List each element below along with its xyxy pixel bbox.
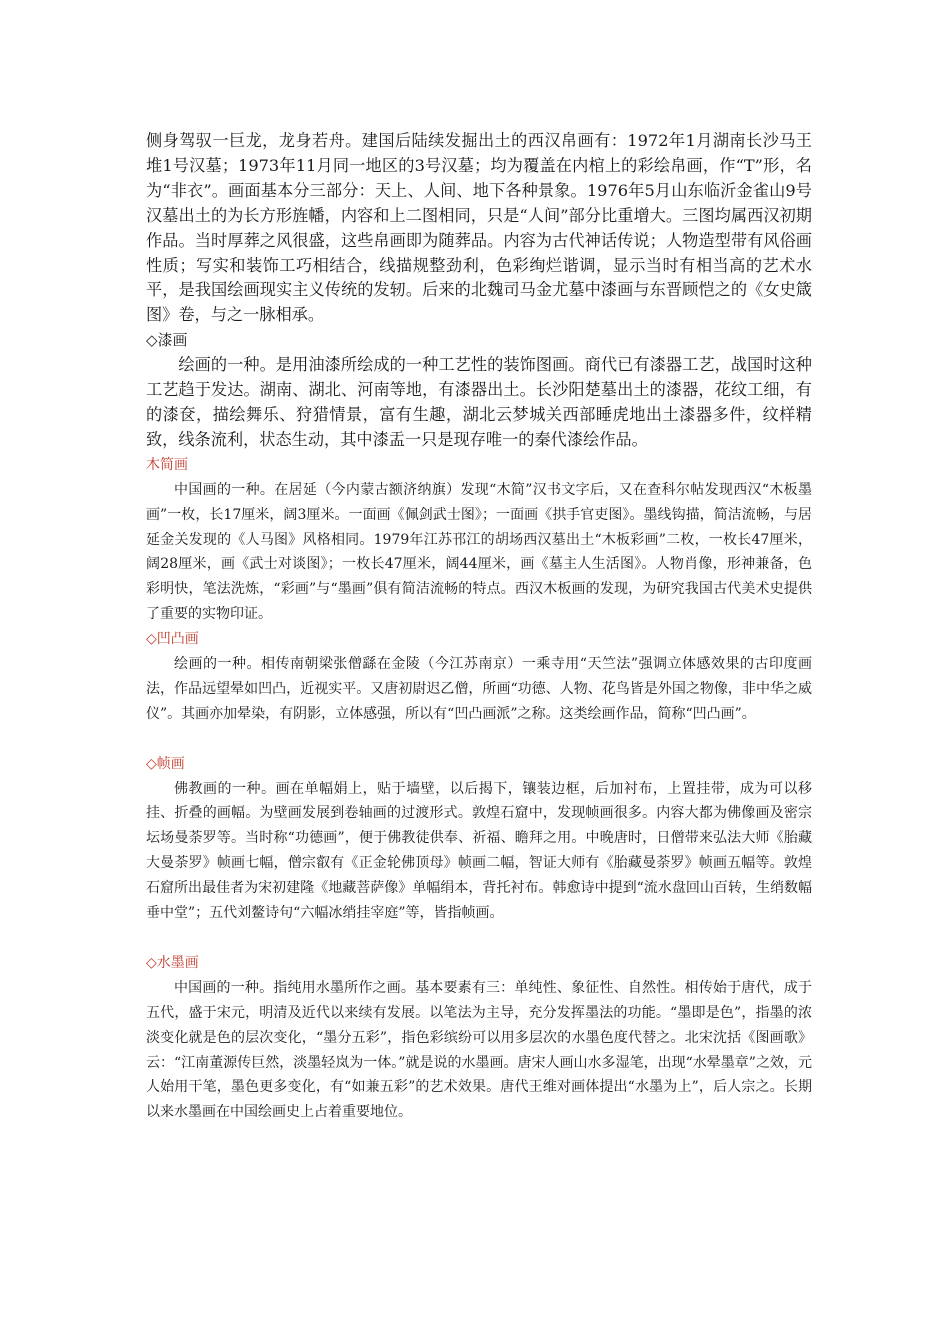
- section-heading-lacquer-painting: ◇漆画: [146, 331, 188, 350]
- section-heading-wooden-slip-painting: 木简画: [146, 456, 188, 473]
- document-page: [146, 129, 812, 1125]
- section-heading-ink-wash-painting: ◇水墨画: [146, 954, 199, 971]
- paragraph-spacer: [146, 926, 812, 951]
- section-heading-banner-painting: ◇帧画: [146, 755, 185, 772]
- section-heading-concave-convex-painting: ◇凹凸画: [146, 631, 199, 648]
- intro-paragraph: 侧身驾驭一巨龙，龙身若舟。建国后陆续发掘出土的西汉帛画有：1972年1月湖南长沙马王堆1号汉墓；1973年11月同一地区的3号汉墓；均为覆盖在内棺上的彩绘帛画，作“T”形，名为“非衣”。画面基本分三部分：天上、人间、地下各种景象。1976年5月山东临沂金雀山9号汉墓出土的为长方形旌幡，内容和上二图相同，只是“人间”部分比重增大。三图均属西汉初期作品。当时厚葬之风很盛，这些帛画即为随葬品。内容为古代神话传说；人物造型带有风俗画性质；写实和装饰工巧相结合，线描规整劲利，色彩绚烂谐调，显示当时有相当高的艺术水平，是我国绘画现实主义传统的发轫。后来的北魏司马金尤墓中漆画与东晋顾恺之的《女史箴图》卷，与之一脉相承。: [146, 131, 812, 325]
- section-body-lacquer-painting: 绘画的一种。是用油漆所绘成的一种工艺性的装饰图画。商代已有漆器工艺，战国时这种工艺趋于发达。湖南、湖北、河南等地，有漆器出土。长沙阳楚墓出土的漆器，花纹工细，有的漆奁，描绘舞乐、狩猎情景，富有生趣，湖北云梦城关西部睡虎地出土漆器多件，纹样精致，线条流利，状态生动，其中漆盂一只是现存唯一的秦代漆绘作品。: [146, 355, 812, 449]
- section-body-banner-painting: 佛教画的一种。画在单幅娟上，贴于墙壁，以后揭下，镶装边框，后加衬布，上置挂带，成为可以移挂、折叠的画幅。为壁画发展到卷轴画的过渡形式。敦煌石窟中，发现帧画很多。内容大都为佛像画及密宗坛场曼荼罗等。当时称“功德画”，便于佛教徒供奉、祈福、瞻拜之用。中晚唐时，日僧带来弘法大师《胎藏大曼荼罗》帧画七幅，僧宗叡有《正金轮佛顶母》帧画二幅，智证大师有《胎藏曼荼罗》帧画五幅等。敦煌石窟所出最佳者为宋初建隆《地藏菩萨像》单幅绢本，背托衬布。韩愈诗中提到“流水盘回山百转，生绡数幅垂中堂”；五代刘鳌诗句“六幅冰绡挂宰庭”等，皆指帧画。: [146, 780, 812, 922]
- section-body-ink-wash-painting: 中国画的一种。指纯用水墨所作之画。基本要素有三：单纯性、象征性、自然性。相传始于唐代，成于五代，盛于宋元，明清及近代以来续有发展。以笔法为主导，充分发挥墨法的功能。“墨即是色”，指墨的浓淡变化就是色的层次变化，“墨分五彩”，指色彩缤纷可以用多层次的水墨色度代替之。北宋沈括《图画歌》云：“江南董源传巨然，淡墨轻岚为一体。”就是说的水墨画。唐宋人画山水多湿笔，出现“水晕墨章”之效，元人始用干笔，墨色更多变化，有“如兼五彩”的艺术效果。唐代王维对画体提出“水墨为上”，后人宗之。长期以来水墨画在中国绘画史上占着重要地位。: [146, 979, 812, 1121]
- section-body-concave-convex-painting: 绘画的一种。相传南朝梁张僧繇在金陵（今江苏南京）一乘寺用“天竺法”强调立体感效果的古印度画法，作品远望晕如凹凸，近视实平。又唐初尉迟乙僧，所画“功德、人物、花鸟皆是外国之物像，非中华之威仪”。其画亦加晕染，有阴影，立体感强，所以有“凹凸画派”之称。这类绘画作品，简称“凹凸画”。: [146, 656, 812, 722]
- section-body-wooden-slip-painting: 中国画的一种。在居延（今内蒙古额济纳旗）发现“木简”汉书文字后，又在查科尔帖发现西汉“木板墨画”一枚，长17厘米，阔3厘米。一面画《佩剑武士图》；一面画《拱手官吏图》。墨线钩描，简洁流畅，与居延金关发现的《人马图》风格相同。1979年江苏邗江的胡场西汉墓出土“木板彩画”二枚，一枚长47厘米，阔28厘米，画《武士对谈图》；一枚长47厘米，阔44厘米，画《墓主人生活图》。人物肖像，形神兼备，色彩明快，笔法洗炼，“彩画”与“墨画”俱有简洁流畅的特点。西汉木板画的发现，为研究我国古代美术史提供了重要的实物印证。: [146, 481, 812, 623]
- paragraph-spacer: [146, 727, 812, 752]
